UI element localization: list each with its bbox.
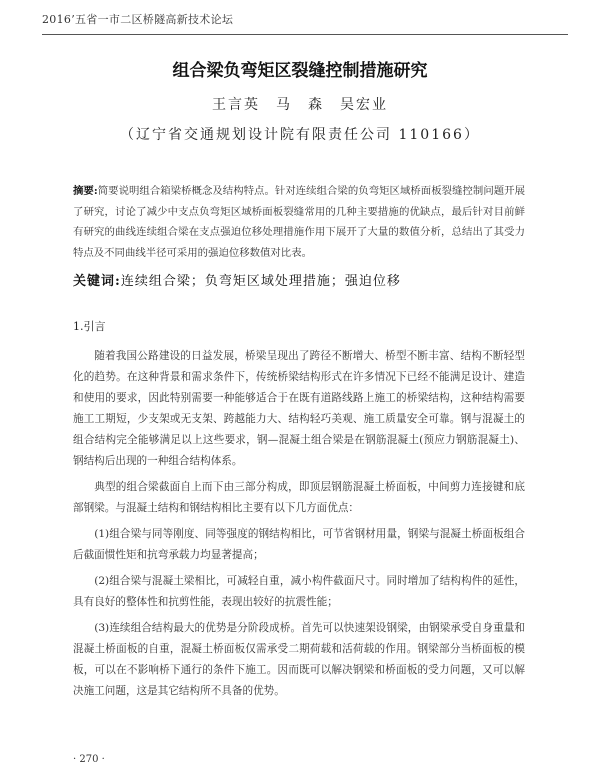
keywords-label: 关键词:: [73, 274, 121, 289]
section-heading: 1.引言: [73, 320, 106, 333]
abstract-label: 摘要:: [73, 185, 98, 197]
keywords-text: 连续组合梁；负弯矩区域处理措施；强迫位移: [120, 274, 401, 289]
body-text: [73, 346, 525, 707]
paragraph: 典型的组合梁截面自上而下由三部分构成，即顶层钢筋混凝土桥面板，中间剪力连接键和底部钢梁。与混凝土结构和钢结构相比主要有以下几方面优点：: [73, 481, 525, 514]
abstract: [73, 181, 525, 263]
abstract-text: 简要说明组合箱梁桥概念及结构特点。针对连续组合梁的负弯矩区域桥面板裂缝控制问题开展了研究，讨论了减少中支点负弯矩区域桥面板裂缝常用的几种主要措施的优缺点，最后针对目前鲜有研究的曲线连续组合梁在支点强迫位移处理措施作用下展开了大量的数值分析，总结出了其受力特点及不同曲线半径可采用的强迫位移数值对比表。: [73, 185, 525, 259]
affiliation: （辽宁省交通规划设计院有限责任公司 110166）: [120, 127, 480, 143]
paragraph: (3)连续组合结构最大的优势是分阶段成桥。首先可以快速架设钢梁，由钢梁承受自身重量和混凝土桥面板的自重，混凝土桥面板仅需承受二期荷载和活荷载的作用。钢梁部分当桥面板的模板，可以在不影响桥下通行的条件下施工。因而既可以解决钢梁和桥面板的受力问题，又可以解决施工问题，这是其它结构所不具备的优势。: [73, 622, 525, 697]
header-rule: [42, 34, 568, 35]
page-number: · 270 ·: [73, 754, 105, 765]
paragraph: (1)组合梁与同等刚度、同等强度的钢结构相比，可节省钢材用量，钢梁与混凝土桥面板组合后截面惯性矩和抗弯承载力均显著提高；: [73, 528, 525, 561]
running-header: 2016’五省一市二区桥隧高新技术论坛: [42, 13, 234, 26]
paper-title: 组合梁负弯矩区裂缝控制措施研究: [172, 61, 428, 81]
paragraph: 随着我国公路建设的日益发展，桥梁呈现出了跨径不断增大、桥型不断丰富、结构不断轻型化的趋势。在这种背景和需求条件下，传统桥梁结构形式在许多情况下已经不能满足设计、建造和使用的要求，因此特别需要一种能够适合于在既有道路线路上施工的桥梁结构，这种结构需要施工工期短，少支架或无支架、跨越能力大、结构轻巧美观、施工质量安全可靠。钢与混凝土的组合结构完全能够满足以上这些要求，钢—混凝土组合梁是在钢筋混凝土(预应力钢筋混凝土)、钢结构后出现的一种组合结构体系。: [73, 350, 525, 467]
keywords: [73, 272, 543, 292]
paragraph: (2)组合梁与混凝土梁相比，可减轻自重，减小构件截面尺寸。同时增加了结构构件的延性，具有良好的整体性和抗剪性能，表现出较好的抗震性能；: [73, 575, 525, 608]
authors: 王言英 马 森 吴宏业: [212, 97, 388, 113]
